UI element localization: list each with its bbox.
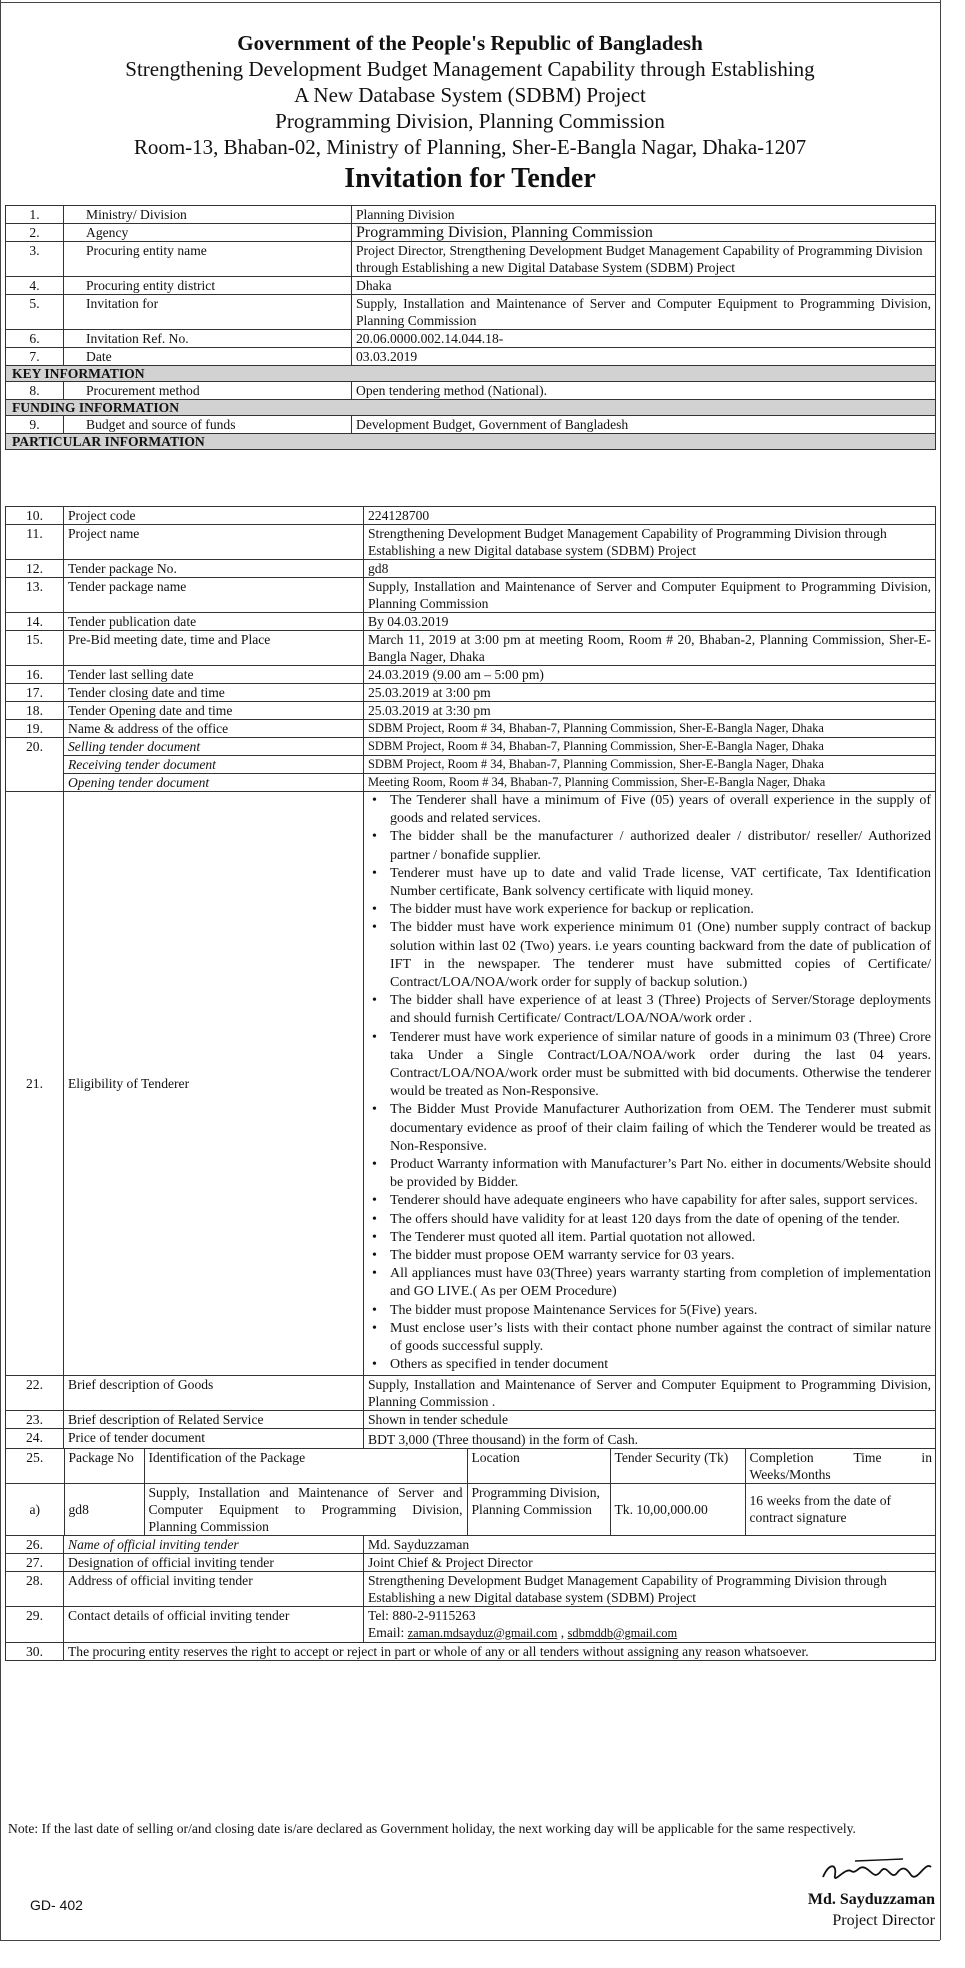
left-border [0,0,1,1940]
project-line-2: A New Database System (SDBM) Project [294,83,646,107]
bottom-border [0,1940,940,1941]
agency-value: Programming Division, Planning Commission [356,224,653,241]
list-item: • Tenderer should have adequate engineers who have capability for after sales, support services. [372,1193,918,1209]
list-item: • The bidder must have work experience minimum 01 (One) number supply contract of backup solution within last 02 (Two) years. i.e years counting backward from the date of publication of IFT in the newspaper. The tenderer must have submitted copies of Certificate/ Contract/LOA/NOA/work order for supply of backup solution.) [372,920,931,991]
list-item: • The Tenderer must quoted all item. Partial quotation not allowed. [372,1229,756,1245]
table-row: Receiving tender document SDBM Project, Room # 34, Bhaban-7, Planning Commission, Sher-E-Bangla Nager, Dhaka [6,756,936,774]
section-funding-information: FUNDING INFORMATION [6,400,936,416]
table-row: 30. The procuring entity reserves the right to accept or reject in part or whole of any or all tenders without assigning any reason whatsoever. [6,1642,936,1660]
footer-code: GD- 402 [30,1897,83,1913]
table-row: 1. Ministry/ Division Planning Division [6,206,936,224]
table-row: 13. Tender package name Supply, Installation and Maintenance of Server and Computer Equipment to Programming Division, Planning Commission [6,578,936,613]
contact-row: 29. Contact details of official inviting tender Tel: 880-2-9115263 Email: zaman.mdsayduz@gmail.com , sdbmddb@gmail.com [6,1606,936,1642]
right-border-top [940,0,941,30]
package-header-row: 25. Package No Identification of the Package Location Tender Security (Tk) Completion Time in Weeks/Months [6,1449,936,1484]
table-row: 6. Invitation Ref. No. 20.06.0000.002.14.044.18- [6,330,936,348]
tender-table [5,205,936,450]
address-line: Room-13, Bhaban-02, Ministry of Planning, Sher-E-Bangla Nagar, Dhaka-1207 [133,135,807,159]
list-item: • The Bidder Must Provide Manufacturer Authorization from OEM. The Tenderer must submit documentary evidence as proof of their claim failing of which the Tenderer would be treated as Non-Responsive. [372,1102,931,1154]
list-item: • Tenderer must have up to date and valid Trade license, VAT certificate, Tax Identification Number certificate, Bank solvency certificate with liquid money. [372,865,931,900]
list-item: • Others as specified in tender document [372,1357,609,1373]
table-row: 19. Name & address of the office SDBM Project, Room # 34, Bhaban-7, Planning Commission, Sher-E-Bangla Nager, Dhaka [6,720,936,738]
table-row: 12. Tender package No. gd8 [6,560,936,578]
table-row: 18. Tender Opening date and time 25.03.2019 at 3:30 pm [6,702,936,720]
table-row: 5. Invitation for Supply, Installation and Maintenance of Server and Computer Equipment to Programming Division, Planning Commission [6,295,936,330]
section-particular-information: PARTICULAR INFORMATION [6,434,936,450]
section-key-information: KEY INFORMATION [6,366,936,382]
table-row: 2. Agency Programming Division, Planning Commission [6,224,936,242]
division-line: Programming Division, Planning Commission [275,109,665,133]
table-row: 4. Procuring entity district Dhaka [6,277,936,295]
signature-block [765,1855,935,1931]
signatory-name: Md. Sayduzzaman [807,1891,935,1908]
top-border [0,2,940,3]
list-item: • Tenderer must have work experience of similar nature of goods in a minimum 03 (Three) Crore taka Under a Single Contract/LOA/NOA/work order during the last 04 years. Contract/LOA/NOA/work order must be submitted with bid documents. Otherwise the tenderer would be treated as Non-Responsive. [372,1029,931,1100]
signatory-title: Project Director [832,1912,935,1929]
table-row: 28. Address of official inviting tender Strengthening Development Budget Management Capability of Programming Division through Establishing a new Digital database system (SDBM) Project [6,1571,936,1606]
particular-table [5,506,936,1661]
list-item: • Must enclose user’s lists with their contact phone number against the contract of similar nature of goods successful supply. [372,1320,931,1355]
package-data-row: a) gd8 Supply, Installation and Maintenance of Server and Computer Equipment to Programming Division, Planning Commission Programming Division, Planning Commission Tk. 10,00,000.00 16 weeks from the date of contract signature [6,1483,936,1535]
table-row: 17. Tender closing date and time 25.03.2019 at 3:00 pm [6,684,936,702]
handwritten-signature [815,1855,935,1889]
list-item: • The Tenderer shall have a minimum of Five (05) years of overall experience in the supply of goods and related services. [372,793,931,827]
table-row: 7. Date 03.03.2019 [6,348,936,366]
table-row: 26. Name of official inviting tender Md. Sayduzzaman [6,1535,936,1553]
table-row: 23. Brief description of Related Service Shown in tender schedule [6,1410,936,1428]
list-item: • The bidder shall have experience of at least 3 (Three) Projects of Server/Storage deployments and should furnish Certificate/ Contract/LOA/NOA/work order . [372,993,931,1027]
table-row: 3. Procuring entity name Project Director, Strengthening Development Budget Management Capability of Programming Division through Establishing a new Digital Database System (SDBM) Project [6,242,936,277]
email-link-2[interactable]: sdbmddb@gmail.com [567,1625,678,1640]
table-row: 14. Tender publication date By 04.03.2019 [6,613,936,631]
page-title: Invitation for Tender [344,163,596,194]
list-item: • The bidder must have work experience for backup or replication. [372,902,754,918]
package-table [6,1449,936,1535]
table-row: 20. Selling tender document SDBM Project, Room # 34, Bhaban-7, Planning Commission, Sher-E-Bangla Nager, Dhaka [6,738,936,756]
contact-tel: Tel: 880-2-9115263 [368,1607,476,1623]
table-row: 8. Procurement method Open tendering method (National). [6,382,936,400]
table-row: 22. Brief description of Goods Supply, Installation and Maintenance of Server and Computer Equipment to Programming Division, Planning Commission . [6,1375,936,1410]
list-item: • The bidder must propose Maintenance Services for 5(Five) years. [372,1302,758,1318]
list-item: • All appliances must have 03(Three) years warranty starting from completion of implementation and GO LIVE.( As per OEM Procedure) [372,1266,931,1300]
document-header [20,30,920,196]
right-border [940,30,941,1940]
holiday-note: Note: If the last date of selling or/and closing date is/are declared as Government holiday, the next working day will be applicable for the same respectively. [8,1821,856,1836]
government-heading: Government of the People's Republic of Bangladesh [237,31,703,55]
table-row: 27. Designation of official inviting tender Joint Chief & Project Director [6,1553,936,1571]
table-row: Opening tender document Meeting Room, Room # 34, Bhaban-7, Planning Commission, Sher-E-Bangla Nager, Dhaka [6,774,936,792]
table-row: 11. Project name Strengthening Development Budget Management Capability of Programming Division through Establishing a new Digital database system (SDBM) Project [6,525,936,560]
table-row: 15. Pre-Bid meeting date, time and Place March 11, 2019 at 3:00 pm at meeting Room, Room # 20, Bhaban-2, Planning Commission, Sher-E-Bangla Nager, Dhaka [6,631,936,666]
table-row: 24. Price of tender document BDT 3,000 (Three thousand) in the form of Cash. [6,1428,936,1448]
table-row: 9. Budget and source of funds Development Budget, Government of Bangladesh [6,416,936,434]
table-row: 16. Tender last selling date 24.03.2019 (9.00 am – 5:00 pm) [6,666,936,684]
list-item: • Product Warranty information with Manufacturer’s Part No. either in documents/Website should be provided by Bidder. [372,1157,931,1191]
project-line-1: Strengthening Development Budget Management Capability through Establishing [125,57,815,81]
email-link-1[interactable]: zaman.mdsayduz@gmail.com [407,1625,558,1640]
package-row [6,1448,936,1535]
list-item: • The bidder shall be the manufacturer / authorized dealer / distributor/ reseller/ Authorized partner / bonafide supplier. [372,829,931,863]
eligibility-list [368,792,931,1375]
table-row: 10. Project code 224128700 [6,507,936,525]
contact-email: Email: zaman.mdsayduz@gmail.com , sdbmddb@gmail.com [368,1624,678,1640]
list-item: • The bidder must propose OEM warranty service for 03 years. [372,1248,735,1264]
list-item: • The offers should have validity for at least 120 days from the date of opening of the tender. [372,1211,900,1227]
eligibility-row: 21. Eligibility of Tenderer • The Tenderer shall have a minimum of Five (05) years of overall experience in the supply of goods and related services. • The bidder shall be the manufacturer / authorized dealer / distributor/ reseller/ Authorized partner / bonafide supplier. • Tenderer must have up to date and valid Trade license, VAT certificate, Tax Identification Number certificate, Bank solvency certificate with liquid money. • The bidder must have work experience for backup or replication. • The bidder must have work experience minimum 01 (One) number supply contract of backup solution within last 02 (Two) years. i.e years counting backward from the date of publication of IFT in the newspaper. The tenderer must have submitted copies of Certificate/ Contract/LOA/NOA/work order for supply of backup solution.) • The bidder shall have experience of at least 3 (Three) Projects of Server/Storage deployments and should furnish Certificate/ Contract/LOA/NOA/work order . • Tenderer must have work experience of similar nature of goods in a minimum 03 (Three) Crore taka Under a Single Contract/LOA/NOA/work order during the last 04 years. Contract/LOA/NOA/work order must be submitted with bid documents. Otherwise the tenderer would be treated as Non-Responsive. • The Bidder Must Provide Manufacturer Authorization from OEM. The Tenderer must submit documentary evidence as proof of their claim failing of which the Tenderer would be treated as Non-Responsive. • Product Warranty information with Manufacturer’s Part No. either in documents/Website should be provided by Bidder. • Tenderer should have adequate engineers who have capability for after sales, support services. • The offers should have validity for at least 120 days from the date of opening of the tender. • The Tenderer must quoted all item. Partial quotation not allowed. • The bidder must propose OEM warranty service for 03 years. • All appliances must have 03(Three) years warranty starting from completion of implementation and GO LIVE.( As per OEM Procedure) • The bidder must propose Maintenance Services for 5(Five) years. • Must enclose user’s lists with their contact phone number against the contract of similar nature of goods successful supply. • Others as specified in tender document [6,792,936,1376]
